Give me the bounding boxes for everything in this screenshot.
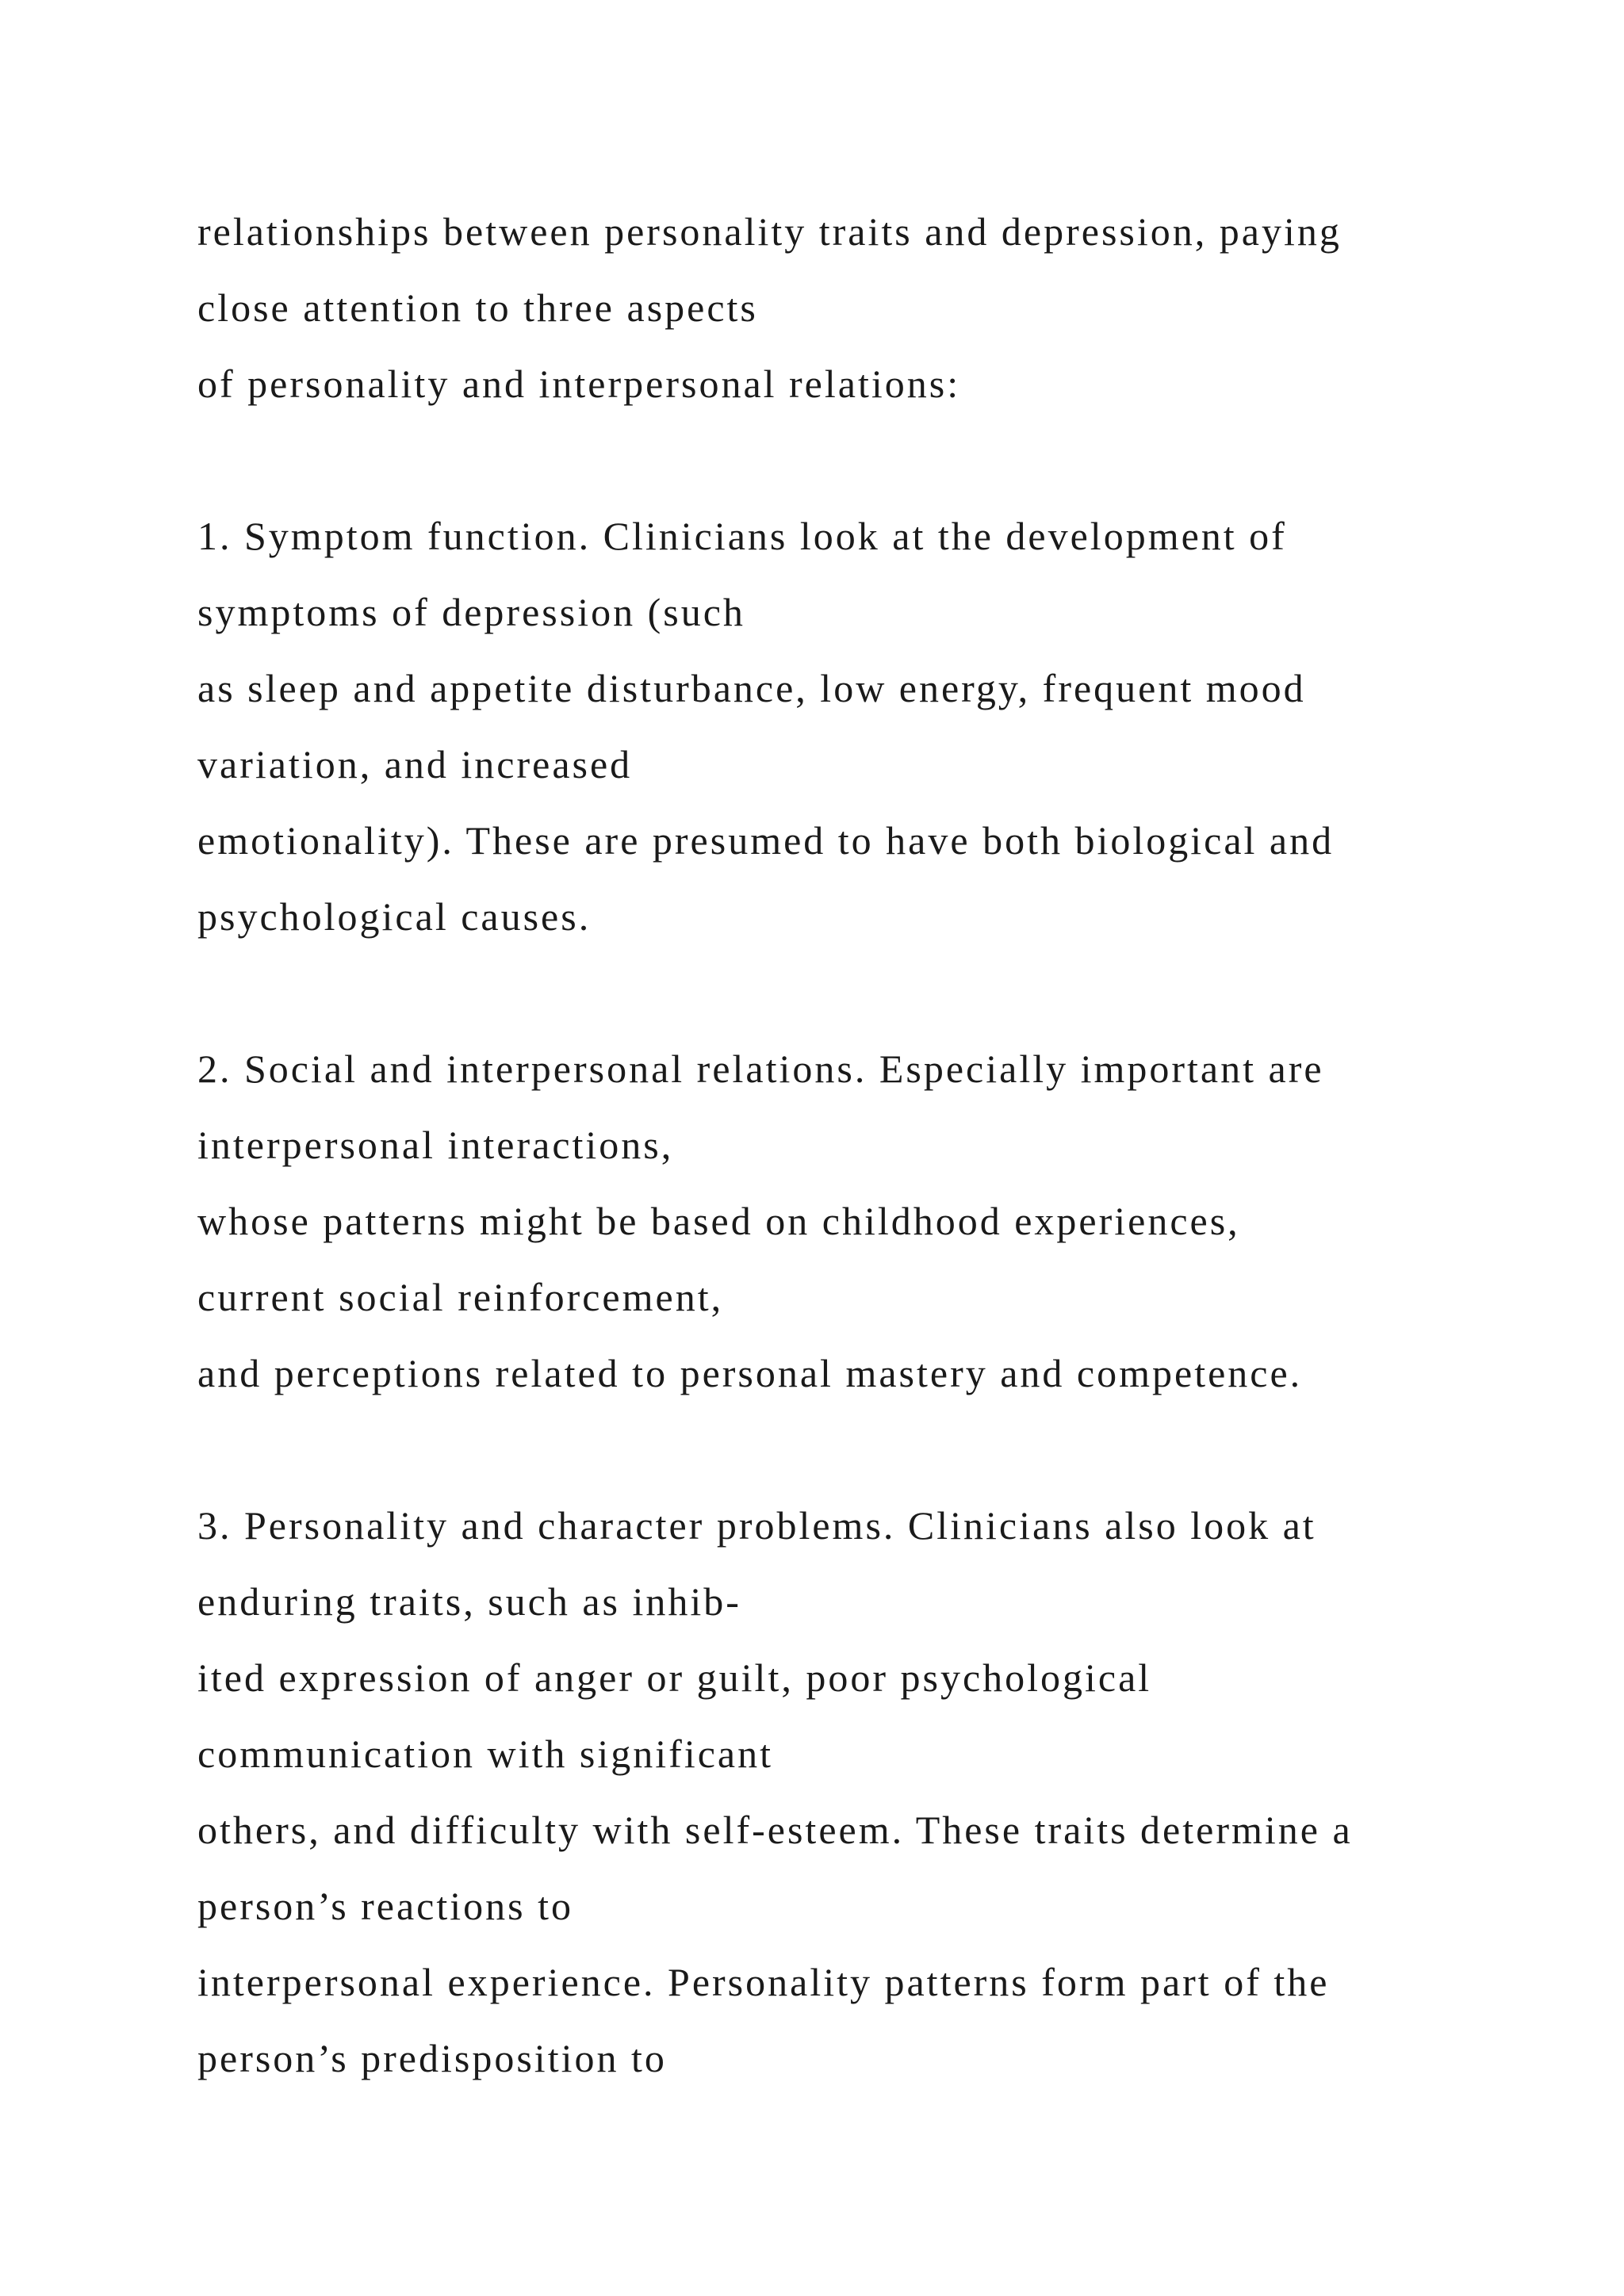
text-line: interpersonal interactions, (197, 1123, 674, 1167)
item-2-paragraph (197, 1031, 1545, 1411)
text-line: as sleep and appetite disturbance, low energy, frequent mood (197, 666, 1306, 710)
text-line: whose patterns might be based on childhood experiences, (197, 1199, 1240, 1243)
text-line: person’s reactions to (197, 1884, 574, 1928)
text-line: symptoms of depression (such (197, 590, 745, 634)
text-line: others, and difficulty with self-esteem. These traits determine a (197, 1808, 1353, 1852)
text-line: communication with significant (197, 1732, 773, 1776)
text-line: emotionality). These are presumed to have both biological and (197, 818, 1335, 863)
intro-paragraph (197, 193, 1545, 422)
text-line: 3. Personality and character problems. Clinicians also look at (197, 1503, 1316, 1548)
text-line: relationships between personality traits and depression, paying (197, 209, 1342, 254)
text-line: variation, and increased (197, 742, 633, 786)
text-line: current social reinforcement, (197, 1275, 724, 1319)
text-line: close attention to three aspects (197, 285, 758, 330)
text-line: of personality and interpersonal relations: (197, 362, 961, 406)
text-line: psychological causes. (197, 894, 592, 939)
document-body (197, 193, 1545, 2096)
text-line: person’s predisposition to (197, 2036, 667, 2080)
paragraph-spacer (197, 422, 1545, 498)
text-line: ited expression of anger or guilt, poor psychological (197, 1655, 1152, 1700)
text-line: and perceptions related to personal mastery and competence. (197, 1351, 1303, 1395)
text-line: 2. Social and interpersonal relations. Especially important are (197, 1047, 1324, 1091)
paragraph-spacer (197, 955, 1545, 1031)
text-line: interpersonal experience. Personality patterns form part of the (197, 1960, 1330, 2004)
item-3-paragraph (197, 1487, 1545, 2096)
text-line: 1. Symptom function. Clinicians look at the development of (197, 514, 1287, 558)
text-line: enduring traits, such as inhib- (197, 1579, 741, 1624)
item-1-paragraph (197, 498, 1545, 955)
paragraph-spacer (197, 1411, 1545, 1487)
